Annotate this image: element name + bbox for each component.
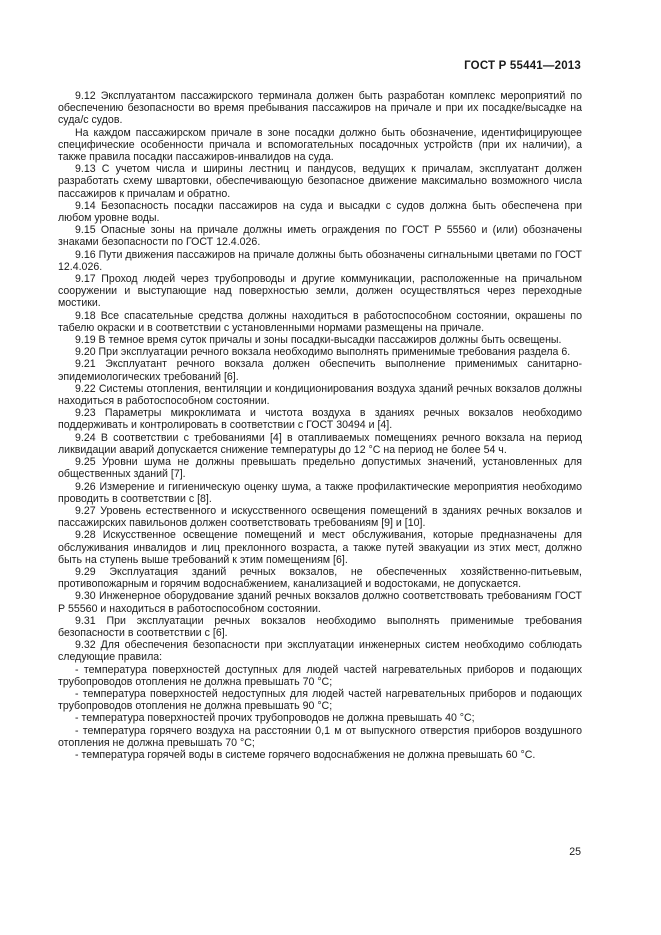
paragraph: 9.27 Уровень естественного и искусственного освещения помещений в зданиях речных вокзалов и пассажирских павильонов должен соответствовать требованиям [9] и [10]. [58, 504, 582, 530]
document-header: ГОСТ Р 55441—2013 [464, 60, 581, 72]
paragraph: 9.16 Пути движения пассажиров на причале должны быть обозначены сигнальными цветами по ГОСТ 12.4.026. [58, 248, 582, 273]
paragraph: На каждом пассажирском причале в зоне посадки должно быть обозначение, идентифицирующее специфические особенности причала и вспомогательных посадочных устройств (при их наличии), а также правила посадки пассажиров-инвалидов на суда. [58, 126, 582, 164]
paragraph: 9.18 Все спасательные средства должны находиться в работоспособном состоянии, окрашены по табелю окраски и в соответствии с установленными нормами размещены на причале. [58, 309, 582, 334]
list-item: - температура поверхностей прочих трубопроводов не должна превышать 40 °С; [75, 712, 475, 725]
paragraph: 9.25 Уровни шума не должны превышать предельно допустимых значений, установленных для общественных зданий [7]. [58, 456, 582, 481]
list-item: - температура поверхностей доступных для людей частей нагревательных приборов и подающих трубопроводов отопления не должна превышать 70 °С; [58, 663, 582, 688]
paragraph: 9.22 Системы отопления, вентиляции и кондиционирования воздуха зданий речных вокзалов должны находиться в работоспособном состоянии. [58, 382, 582, 408]
paragraph: 9.14 Безопасность посадки пассажиров на суда и высадки с судов должна быть обеспечена при любом уровне воды. [58, 199, 582, 225]
paragraph: 9.20 При эксплуатации речного вокзала необходимо выполнять применимые требования раздела 6. [75, 346, 571, 359]
paragraph: 9.21 Эксплуатант речного вокзала должен обеспечить выполнение применимых санитарно-эпидемиологических требований [6]. [58, 358, 582, 383]
page-number: 25 [569, 846, 581, 858]
paragraph: 9.32 Для обеспечения безопасности при эксплуатации инженерных систем необходимо соблюдать следующие правила: [58, 639, 582, 664]
paragraph: 9.23 Параметры микроклимата и чистота воздуха в зданиях речных вокзалов необходимо поддерживать и контролировать в соответствии с ГОСТ 30494 и [4]. [58, 407, 582, 432]
paragraph: 9.19 В темное время суток причалы и зоны посадки-высадки пассажиров должны быть освещены. [75, 334, 562, 347]
paragraph: 9.31 При эксплуатации речных вокзалов необходимо выполнять применимые требования безопасности в соответствии с [6]. [58, 614, 582, 639]
list-item: - температура горячей воды в системе горячего водоснабжения не должна превышать 60 °С. [75, 748, 536, 761]
paragraph: 9.12 Эксплуатантом пассажирского терминала должен быть разработан комплекс мероприятий по обеспечению безопасности во время пребывания пассажиров на причале и при их посадке/высадке на суда/с судов. [58, 90, 582, 127]
paragraph: 9.26 Измерение и гигиеническую оценку шума, а также профилактические мероприятия необходимо проводить в соответствии с [8]. [58, 480, 582, 505]
list-item: - температура горячего воздуха на расстоянии 0,1 м от выпускного отверстия приборов воздушного отопления не должна превышать 70 °С; [58, 724, 582, 749]
paragraph: 9.17 Проход людей через трубопроводы и другие коммуникации, расположенные на причальном сооружении и выступающие над поверхностью земли, должен осуществляться через переходные мостики. [58, 273, 582, 310]
paragraph: 9.29 Эксплуатация зданий речных вокзалов, не обеспеченных хозяйственно-питьевым, противопожарным и горячим водоснабжением, канализацией и водостоками, не допускается. [58, 565, 582, 591]
list-item: - температура поверхностей недоступных для людей частей нагревательных приборов и подающих трубопроводов отопления не должна превышать 90 °С; [58, 687, 582, 713]
document-body [58, 90, 582, 761]
paragraph: 9.24 В соответствии с требованиями [4] в отапливаемых помещениях речного вокзала на период ликвидации аварий допускается снижение температуры до 12 °С на период не более 54 ч. [58, 431, 582, 456]
paragraph: 9.13 С учетом числа и ширины лестниц и пандусов, ведущих к причалам, эксплуатант должен разработать схему швартовки, обеспечивающую безопасное движение максимально возможного числа пассажиров к причалам и обратно. [58, 163, 582, 200]
paragraph: 9.15 Опасные зоны на причале должны иметь ограждения по ГОСТ Р 55560 и (или) обозначены знаками безопасности по ГОСТ 12.4.026. [58, 224, 582, 249]
paragraph: 9.28 Искусственное освещение помещений и мест обслуживания, которые предназначены для обслуживания инвалидов и лиц преклонного возраста, а также путей эвакуации из этих мест, должно быть на ступень выше требований к этим помещениям [6]. [58, 529, 582, 566]
paragraph: 9.30 Инженерное оборудование зданий речных вокзалов должно соответствовать требованиям ГОСТ Р 55560 и находиться в работоспособном состоянии. [58, 590, 582, 615]
